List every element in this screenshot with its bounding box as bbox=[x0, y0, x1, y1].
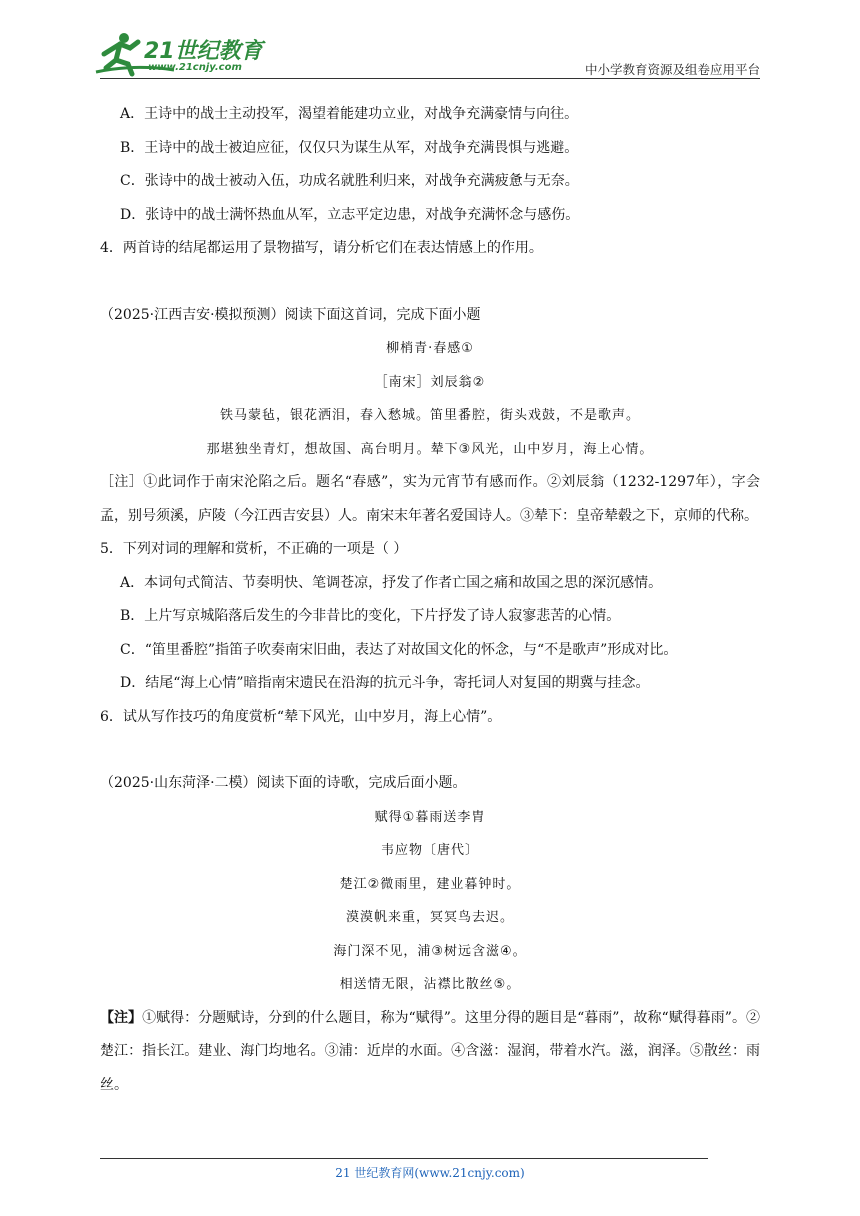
footer-divider bbox=[100, 1158, 708, 1159]
platform-name: 中小学教育资源及组卷应用平台 bbox=[584, 62, 760, 77]
poem2-note: ［注］①此词作于南宋沦陷之后。题名“春感”，实为元宵节有感而作。②刘辰翁（1232-1297年），字会孟，别号须溪，庐陵（今江西吉安县）人。南宋末年著名爱国诗人。③辇下：皇帝辇毂之下，京师的代称。 bbox=[100, 474, 760, 524]
poem2-author: ［南宋］刘辰翁② bbox=[374, 374, 486, 390]
option-a: A．王诗中的战士主动投军，渴望着能建功立业，对战争充满豪情与向往。 bbox=[120, 106, 579, 122]
note-text: ①赋得：分题赋诗，分到的什么题目，称为“赋得”。这里分得的题目是“暮雨”，故称“赋得暮雨”。②楚江：指长江。建业、海门均地名。③浦：近岸的水面。④含滋：湿润，带着水汽。滋，润泽。⑤散丝：雨丝。 bbox=[100, 1009, 761, 1093]
option-b: B．王诗中的战士被迫应征，仅仅只为谋生从军，对战争充满畏惧与逃避。 bbox=[120, 139, 579, 156]
question-5: 5．下列对词的理解和赏析，不正确的一项是（ ） bbox=[100, 541, 408, 557]
option-d: D．张诗中的战士满怀热血从军，立志平定边患，对战争充满怀念与感伤。 bbox=[120, 206, 580, 223]
poem3-note bbox=[100, 1002, 760, 1103]
footer-link[interactable]: 21 世纪教育网(www.21cnjy.com) bbox=[335, 1166, 525, 1180]
poem2-line-1: 铁马蒙毡，银花洒泪，春入愁城。笛里番腔，街头戏鼓，不是歌声。 bbox=[219, 408, 640, 423]
q5-option-d: D．结尾“海上心情”暗指南宋遗民在沿海的抗元斗争，寄托词人对复国的期冀与挂念。 bbox=[120, 675, 650, 691]
passage3-intro: （2025·山东菏泽·二模）阅读下面的诗歌，完成后面小题。 bbox=[100, 775, 467, 791]
poem3-author: 韦应物〔唐代〕 bbox=[380, 843, 479, 858]
logo-text: 21世纪教育 bbox=[144, 39, 263, 64]
header-divider bbox=[100, 78, 760, 79]
logo-url: www.21cnjy.com bbox=[148, 62, 242, 73]
q5-option-b: B．上片写京城陷落后发生的今非昔比的变化，下片抒发了诗人寂寥悲苦的心情。 bbox=[120, 608, 621, 624]
document-body bbox=[100, 98, 760, 1102]
question-4: 4．两首诗的结尾都运用了景物描写，请分析它们在表达情感上的作用。 bbox=[100, 240, 543, 256]
poem3-line-4: 相送情无限，沾襟比散丝⑤。 bbox=[339, 977, 521, 992]
site-logo[interactable] bbox=[94, 30, 264, 80]
question-6: 6．试从写作技巧的角度赏析“辇下风光，山中岁月，海上心情”。 bbox=[100, 708, 502, 725]
poem3-line-3: 海门深不见，浦③树远含滋④。 bbox=[333, 943, 527, 959]
poem3-title: 赋得①暮雨送李胄 bbox=[374, 809, 486, 825]
poem3-line-1: 楚江②微雨里，建业暮钟时。 bbox=[339, 876, 521, 892]
page-header bbox=[0, 0, 860, 80]
q5-option-c: C．“笛里番腔”指笛子吹奏南宋旧曲，表达了对故国文化的怀念，与“不是歌声”形成对比。 bbox=[120, 641, 678, 658]
poem2-line-2: 那堪独坐青灯，想故国、高台明月。辇下③风光，山中岁月，海上心情。 bbox=[206, 441, 654, 457]
note-label: 【注】 bbox=[100, 1009, 143, 1026]
poem3-line-2: 漠漠帆来重，冥冥鸟去迟。 bbox=[345, 910, 514, 925]
poem2-title: 柳梢青·春感① bbox=[386, 341, 474, 356]
passage2-intro: （2025·江西吉安·模拟预测）阅读下面这首词，完成下面小题 bbox=[100, 306, 481, 323]
option-c: C．张诗中的战士被动入伍，功成名就胜利归来，对战争充满疲惫与无奈。 bbox=[120, 173, 579, 189]
q5-option-a: A．本词句式简洁、节奏明快、笔调苍凉，抒发了作者亡国之痛和故国之思的深沉感情。 bbox=[120, 574, 663, 591]
